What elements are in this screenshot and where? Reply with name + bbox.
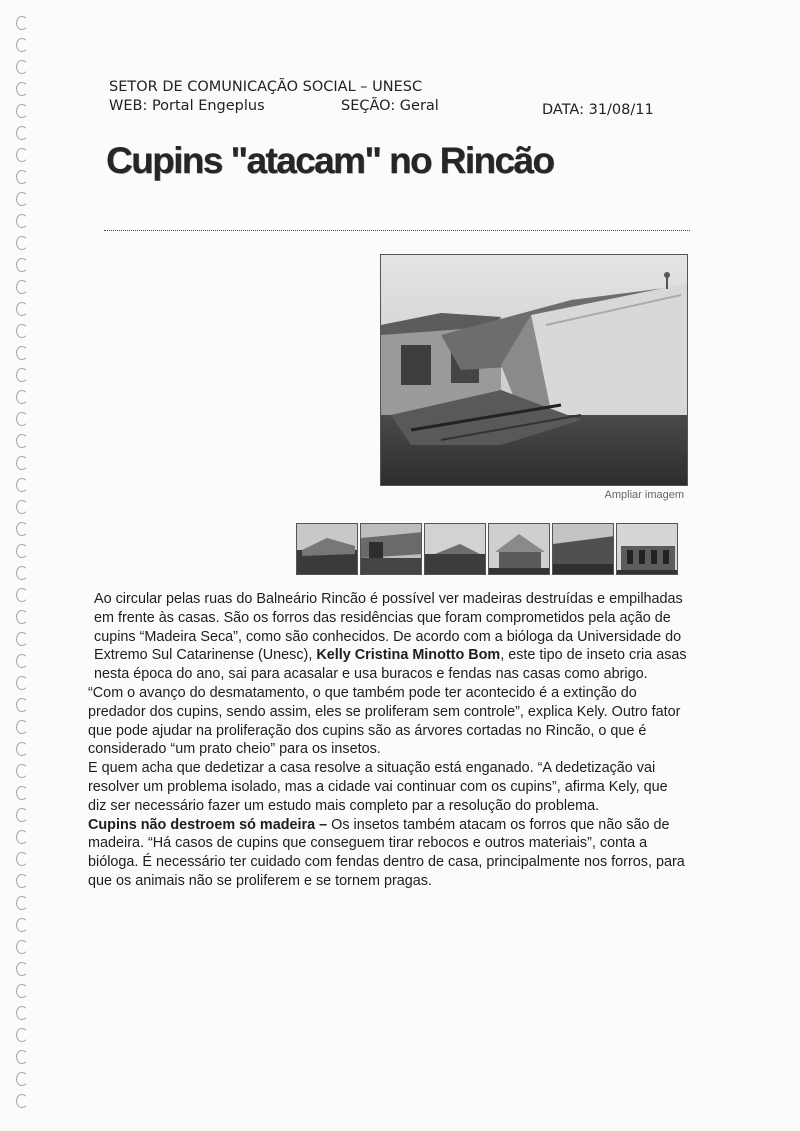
thumbnail-3[interactable] [424,523,486,575]
thumbnail-5[interactable] [552,523,614,575]
subheading: Cupins não destroem só madeira – [88,816,328,833]
thumbnail-6[interactable] [616,523,678,575]
paragraph-3: E quem acha que dedetizar a casa resolve a situação está enganado. “A dedetização vai resolver um problema isolado, mas a cidade vai continuar com os cupins”, afirma Kely, que diz ser necessário fazer um estudo mais completo par a resolução do problema. [88,760,668,814]
main-photo[interactable] [380,254,688,486]
paragraph-4-text: Os insetos também atacam os forros que não são de madeira. “Há casos de cupins que conseguem tirar rebocos e outros materiais”, conta a bióloga. É necessário ter cuidado com fendas dentro de casa, principalmente nos forros, para que os animais não se proliferem e se tornem pragas. [88,816,685,889]
binding-holes [6,10,34,1120]
paragraph-1-text-end: , este tipo de inseto cria asas nesta época do ano, sai para acasalar e usa buracos e fendas nas casas como abrigo. [94,647,687,683]
paragraph-1 [88,590,688,684]
divider-rule [104,230,690,231]
enlarge-image-link[interactable]: Ampliar imagem [604,489,684,501]
clipping-header [109,78,669,117]
header-row-2 [109,97,669,117]
thumbnail-1[interactable] [296,523,358,575]
house-photo-illustration [381,255,688,486]
sector-line: SETOR DE COMUNICAÇÃO SOCIAL – UNESC [109,79,423,95]
web-source: WEB: Portal Engeplus [109,98,265,114]
thumbnail-2[interactable] [360,523,422,575]
paragraph-4 [88,816,688,891]
paragraph-1-text: Ao circular pelas ruas do Balneário Rincão é possível ver madeiras destruídas e empilhadas em frente às casas. São os forros das residências que foram comprometidos pela ação de cupins “Madeira Seca”, como são conhecidos. De acordo com a bióloga da Universidade do Extremo Sul Catarinense (Unesc), [94,591,683,664]
date-label: DATA: 31/08/11 [542,102,654,118]
article-body [88,590,688,891]
article-title: Cupins "atacam" no Rincão [106,140,554,181]
paragraph-2: “Com o avanço do desmatamento, o que também pode ter acontecido é a extinção do predador dos cupins, sendo assim, eles se proliferam sem controle”, explica Kely. Outro fator que pode ajudar na proliferação dos cupins são as árvores cortadas no Rincão, o que é considerado “um prato cheio” para os insetos. [88,684,681,758]
thumbnail-4[interactable] [488,523,550,575]
biologist-name: Kelly Cristina Minotto Bom [316,647,501,664]
section-label: SEÇÃO: Geral [341,98,439,114]
thumbnail-strip [296,523,680,575]
